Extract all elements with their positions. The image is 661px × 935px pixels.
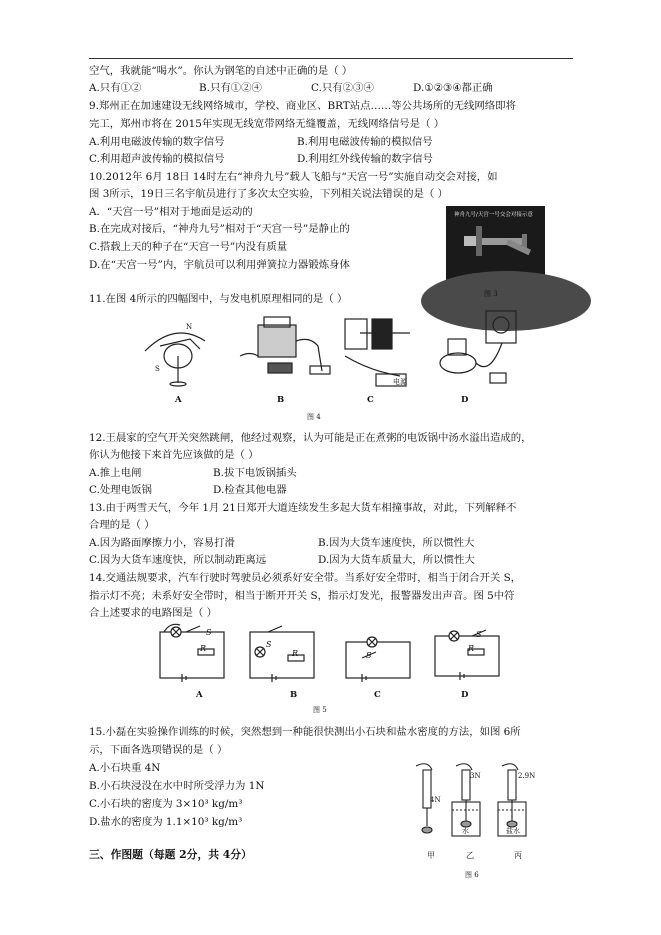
circuit-b-r: R xyxy=(292,649,299,658)
q15-option-b: B.小石块浸没在水中时所受浮力为 1N xyxy=(89,780,265,792)
figure-4-magnet-s: S xyxy=(155,365,160,373)
spacecraft-graphic xyxy=(446,206,545,285)
figure-5-label-d: D xyxy=(461,690,469,700)
q13-stem-2: 合理的是（ ） xyxy=(89,519,155,531)
q9-stem-2: 完工，郑州市将在 2015年实现无线宽带网络无缝覆盖，无线网络信号是（ ） xyxy=(89,118,445,130)
q12-option-c: C.处理电饭锅 xyxy=(89,484,152,496)
section-3-heading: 三、作图题（每题 2分，共 4分） xyxy=(89,848,252,861)
figure-4-power-label: 电源 xyxy=(393,378,407,386)
q10-option-c: C.搭载上天的种子在“天宫一号”内没有质量 xyxy=(89,241,288,253)
circuit-b xyxy=(250,626,314,682)
q10-stem-2: 图 3所示，19日三名宇航员进行了多次太空实验，下列相关说法错误的是（ ） xyxy=(89,188,448,200)
circuit-d xyxy=(435,630,499,680)
figure-5-label-b: B xyxy=(290,690,298,700)
figure-5-label-a: A xyxy=(196,690,203,700)
q13-option-a: A.因为路面摩擦力小，容易打滑 xyxy=(89,537,235,549)
q9-option-d: D.利用红外线传输的数字信号 xyxy=(297,153,433,165)
figure-6-caption: 图 6 xyxy=(465,871,479,879)
top-rule xyxy=(89,58,573,59)
figure-4-label-a: A xyxy=(175,395,182,405)
q9-option-a: A.利用电磁波传输的数字信号 xyxy=(89,136,225,148)
circuit-a xyxy=(160,624,224,682)
figure-6-label-jia: 甲 xyxy=(427,851,435,860)
q15-stem-1: 15.小磊在实验操作训练的时候，突然想到一种能很快测出小石块和盐水密度的方法，如图 6所 xyxy=(89,726,521,738)
figure-6-label-bing: 丙 xyxy=(514,851,522,860)
circuit-c xyxy=(346,637,410,682)
q8-option-a: A.只有①② xyxy=(89,82,142,94)
q12-option-a: A.推上电闸 xyxy=(89,467,142,479)
figure-6-reading-bing: 2.9N xyxy=(518,772,536,780)
figure-4-magnet-n: N xyxy=(186,323,193,331)
q13-option-b: B.因为大货车速度快，所以惯性大 xyxy=(318,537,475,549)
q10-option-a: A．“天宫一号”相对于地面是运动的 xyxy=(89,206,253,218)
figure-4-label-c: C xyxy=(367,395,374,405)
circuit-a-r: R xyxy=(200,644,207,653)
q15-option-a: A.小石块重 4N xyxy=(89,762,161,774)
figure-3-photo xyxy=(446,206,545,285)
q9-stem-1: 9.郑州正在加速建设无线网络城市，学校、商业区、BRT站点……等公共场所的无线网络即将 xyxy=(89,100,516,112)
figure-6-liquid-brine: 盐水 xyxy=(506,827,520,835)
figure-6-reading-jia: 4N xyxy=(430,796,441,804)
q12-stem-1: 12.王晨家的空气开关突然跳闸，他经过观察，认为可能是正在煮粥的电饭锅中汤水溢出造成的， xyxy=(89,432,532,444)
q13-option-c: C.因为大货车速度快，所以制动距离远 xyxy=(89,554,267,566)
q10-option-b: B.在完成对接后，“神舟九号”相对于“天宫一号”是静止的 xyxy=(89,223,350,235)
q15-option-c: C.小石块的密度为 3×10³ kg/m³ xyxy=(89,798,243,810)
figure-6-reading-yi: 3N xyxy=(470,772,481,780)
q8-option-c: C.只有②③④ xyxy=(311,82,374,94)
figure-5-caption: 图 5 xyxy=(313,706,327,714)
figure-4-apparatus xyxy=(140,311,540,403)
q9-option-c: C.利用超声波传输的模拟信号 xyxy=(89,153,225,165)
figure-6-liquid-water: 水 xyxy=(462,827,469,835)
q14-stem-3: 合上述要求的电路图是（ ） xyxy=(89,607,217,619)
q14-stem-1: 14.交通法规要求，汽车行驶时驾驶员必须系好安全带。当系好安全带时，相当于闭合开关 S， xyxy=(89,572,522,584)
figure-5-label-c: C xyxy=(374,690,381,700)
figure-3-caption: 图 3 xyxy=(484,290,498,298)
circuit-d-r: R xyxy=(468,644,475,653)
q14-stem-2: 指示灯不亮；未系好安全带时，相当于断开开关 S，指示灯发光，报警器发出声音。图 5中符 xyxy=(89,590,515,602)
figure-4-label-d: D xyxy=(461,395,469,405)
circuit-b-s: S xyxy=(266,640,272,649)
circuit-a-s: S xyxy=(206,628,212,637)
figure-4-label-b: B xyxy=(277,395,285,405)
q9-option-b: B.利用电磁波传输的模拟信号 xyxy=(297,136,433,148)
q15-stem-2: 示，下面各选项错误的是（ ） xyxy=(89,744,228,756)
q13-stem-1: 13.由于两雪天气，今年 1月 21日郑开大道连续发生多起大货车相撞事故，对此，下列解释不 xyxy=(89,502,517,514)
q8-option-b: B.只有①②④ xyxy=(199,82,262,94)
q12-option-d: D.检查其他电器 xyxy=(213,484,287,496)
figure-6-label-yi: 乙 xyxy=(466,851,474,860)
figure-3-photo-title: 神舟九号/天宫一号交会对接示意 xyxy=(454,212,533,218)
q11-stem: 11.在图 4所示的四幅图中，与发电机原理相同的是（ ） xyxy=(89,293,348,305)
q12-stem-2: 你认为他接下来首先应该做的是（ ） xyxy=(89,449,259,461)
circuit-d-s: S xyxy=(476,630,482,639)
q8-continuation: 空气，我就能“喝水”。你认为钢笔的自述中正确的是（ ） xyxy=(89,65,353,77)
figure-5-circuits xyxy=(150,622,510,684)
figure-4-caption: 图 4 xyxy=(307,413,321,421)
figure-4-b-graphic xyxy=(240,317,330,374)
figure-4-a-graphic xyxy=(145,333,205,386)
q10-option-d: D.在“天宫一号”内，宇航员可以利用弹簧拉力器锻炼身体 xyxy=(89,259,350,271)
figure-4-c-graphic xyxy=(345,319,410,386)
q13-option-d: D.因为大货车质量大，所以惯性大 xyxy=(318,554,475,566)
q12-option-b: B.拔下电饭锅插头 xyxy=(213,467,297,479)
q8-option-d: D.①②③④都正确 xyxy=(413,82,493,94)
circuit-c-s: S xyxy=(366,651,372,660)
q15-option-d: D.盐水的密度为 1.1×10³ kg/m³ xyxy=(89,816,243,828)
figure-4-d-graphic xyxy=(440,311,516,383)
q10-stem-1: 10.2012年 6月 18日 14时左右“神舟九号”载人飞船与“天宫一号”实施自动交会对接，如 xyxy=(89,171,498,183)
